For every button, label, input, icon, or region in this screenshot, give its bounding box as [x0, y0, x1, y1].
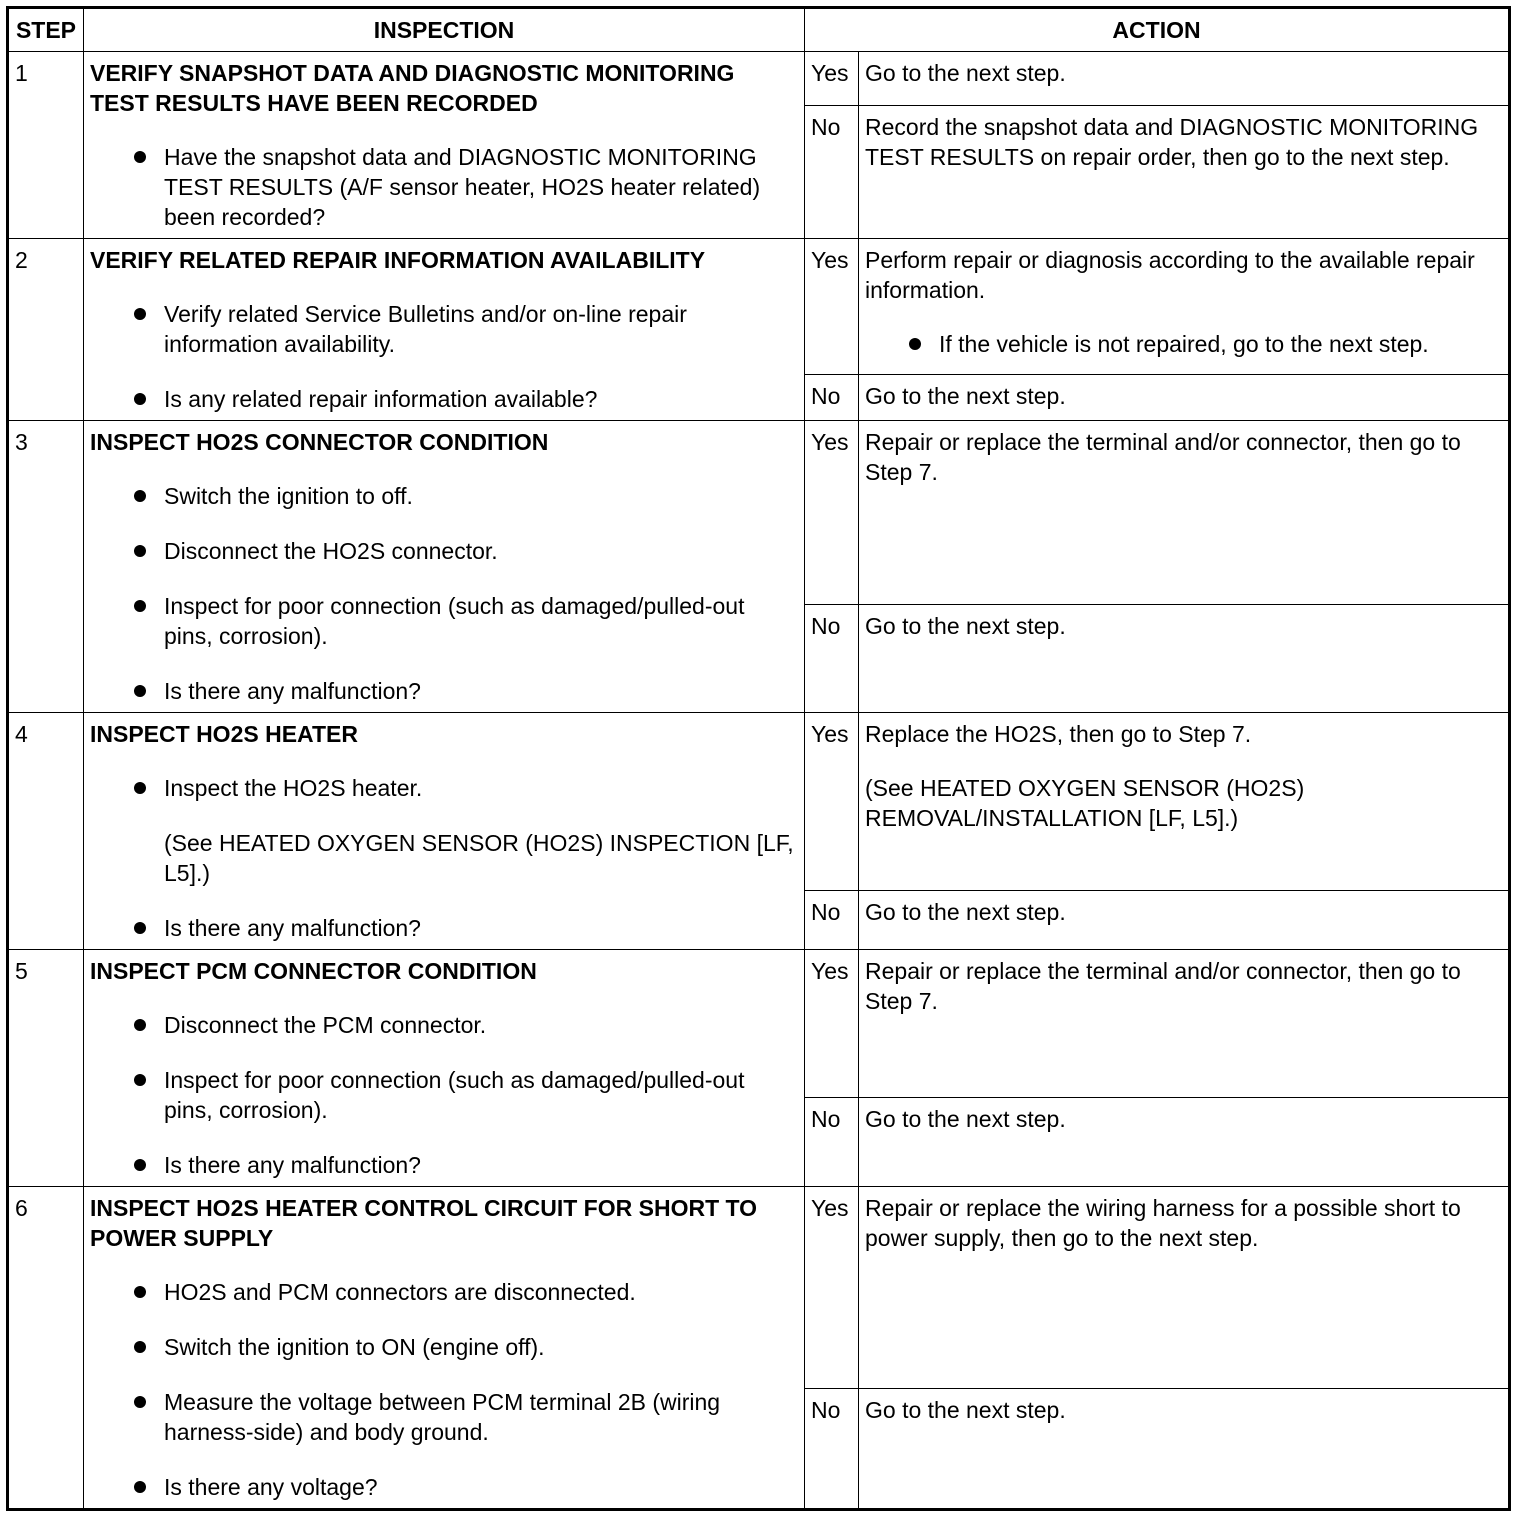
no-label: No — [805, 375, 859, 421]
no-label: No — [805, 605, 859, 713]
step-title: INSPECT HO2S HEATER CONTROL CIRCUIT FOR SHORT TO POWER SUPPLY — [90, 1195, 758, 1251]
inspection-bullet: Switch the ignition to off. — [90, 481, 798, 511]
inspection-cell — [84, 713, 805, 950]
inspection-bullet: Is there any malfunction? — [90, 676, 798, 706]
step-5-yes-row — [8, 950, 1510, 1098]
step-number: 2 — [8, 239, 84, 421]
inspection-bullet: Inspect for poor connection (such as damaged/pulled-out pins, corrosion). — [90, 591, 798, 651]
no-action: Go to the next step. — [859, 891, 1510, 950]
step-number: 6 — [8, 1187, 84, 1510]
yes-label: Yes — [805, 950, 859, 1098]
action-column-header: ACTION — [805, 8, 1510, 52]
no-action: Go to the next step. — [859, 605, 1510, 713]
inspection-cell — [84, 52, 805, 239]
inspection-cell — [84, 239, 805, 421]
inspection-bullet: Inspect for poor connection (such as damaged/pulled-out pins, corrosion). — [90, 1065, 798, 1125]
step-number: 4 — [8, 713, 84, 950]
inspection-bullet-list — [90, 299, 798, 414]
inspection-bullet: Inspect the HO2S heater. — [90, 773, 798, 803]
inspection-column-header: INSPECTION — [84, 8, 805, 52]
no-label: No — [805, 1098, 859, 1187]
inspection-bullet-list — [90, 773, 798, 803]
step-3-yes-row — [8, 421, 1510, 605]
no-label: No — [805, 106, 859, 239]
inspection-bullet-list — [90, 913, 798, 943]
step-title: INSPECT HO2S CONNECTOR CONDITION — [90, 429, 549, 455]
step-4-yes-row — [8, 713, 1510, 891]
step-number: 5 — [8, 950, 84, 1187]
yes-action: Go to the next step. — [859, 52, 1510, 106]
step-6-yes-row — [8, 1187, 1510, 1389]
step-title: VERIFY SNAPSHOT DATA AND DIAGNOSTIC MONITORING TEST RESULTS HAVE BEEN RECORDED — [90, 60, 735, 116]
yes-label: Yes — [805, 239, 859, 375]
inspection-bullet: HO2S and PCM connectors are disconnected. — [90, 1277, 798, 1307]
inspection-bullet: Have the snapshot data and DIAGNOSTIC MONITORING TEST RESULTS (A/F sensor heater, HO2S heater related) been recorded? — [90, 142, 798, 232]
step-column-header: STEP — [8, 8, 84, 52]
yes-label: Yes — [805, 52, 859, 106]
diagnostic-table — [6, 6, 1511, 1511]
yes-label: Yes — [805, 1187, 859, 1389]
inspection-cell — [84, 421, 805, 713]
inspection-bullet: Disconnect the HO2S connector. — [90, 536, 798, 566]
step-title: INSPECT PCM CONNECTOR CONDITION — [90, 958, 537, 984]
inspection-bullet: Switch the ignition to ON (engine off). — [90, 1332, 798, 1362]
action-bullet: If the vehicle is not repaired, go to the next step. — [865, 329, 1502, 359]
yes-action-cell — [859, 713, 1510, 891]
inspection-cell — [84, 950, 805, 1187]
inspection-bullet: Disconnect the PCM connector. — [90, 1010, 798, 1040]
yes-action: Replace the HO2S, then go to Step 7. — [865, 721, 1252, 747]
no-action: Record the snapshot data and DIAGNOSTIC MONITORING TEST RESULTS on repair order, then go to the next step. — [859, 106, 1510, 239]
no-action: Go to the next step. — [859, 1389, 1510, 1510]
inspection-cell — [84, 1187, 805, 1510]
reference-note: (See HEATED OXYGEN SENSOR (HO2S) REMOVAL/INSTALLATION [LF, L5].) — [865, 775, 1305, 831]
yes-label: Yes — [805, 421, 859, 605]
yes-action: Perform repair or diagnosis according to the available repair information. — [865, 247, 1475, 303]
inspection-bullet-list — [90, 1010, 798, 1180]
reference-note: (See HEATED OXYGEN SENSOR (HO2S) INSPECTION [LF, L5].) — [164, 830, 794, 886]
inspection-bullet-list — [90, 1277, 798, 1502]
inspection-bullet: Verify related Service Bulletins and/or on-line repair information availability. — [90, 299, 798, 359]
inspection-bullet: Is there any voltage? — [90, 1472, 798, 1502]
inspection-bullet: Measure the voltage between PCM terminal 2B (wiring harness-side) and body ground. — [90, 1387, 798, 1447]
no-label: No — [805, 1389, 859, 1510]
step-2-yes-row — [8, 239, 1510, 375]
step-1-yes-row — [8, 52, 1510, 106]
header-row — [8, 8, 1510, 52]
no-action: Go to the next step. — [859, 1098, 1510, 1187]
yes-action-cell — [859, 239, 1510, 375]
action-bullet-list — [865, 329, 1502, 359]
step-title: INSPECT HO2S HEATER — [90, 721, 358, 747]
inspection-bullet: Is there any malfunction? — [90, 1150, 798, 1180]
inspection-bullet-list — [90, 481, 798, 706]
inspection-bullet: Is there any malfunction? — [90, 913, 798, 943]
step-number: 1 — [8, 52, 84, 239]
yes-action: Repair or replace the terminal and/or connector, then go to Step 7. — [859, 950, 1510, 1098]
no-label: No — [805, 891, 859, 950]
yes-action: Repair or replace the terminal and/or connector, then go to Step 7. — [859, 421, 1510, 605]
step-title: VERIFY RELATED REPAIR INFORMATION AVAILABILITY — [90, 247, 706, 273]
inspection-bullet: Is any related repair information available? — [90, 384, 798, 414]
yes-label: Yes — [805, 713, 859, 891]
yes-action: Repair or replace the wiring harness for a possible short to power supply, then go to the next step. — [859, 1187, 1510, 1389]
diagnostic-procedure-page — [6, 6, 1511, 1511]
inspection-bullet-list — [90, 142, 798, 232]
no-action: Go to the next step. — [859, 375, 1510, 421]
step-number: 3 — [8, 421, 84, 713]
